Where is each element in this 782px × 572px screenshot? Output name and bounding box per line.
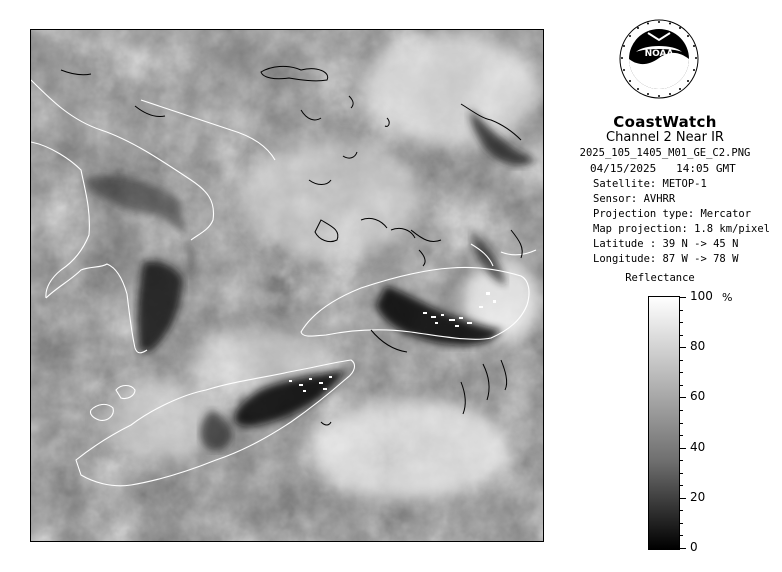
colorbar-minor-tick [680,435,683,436]
colorbar-tick-label: 20 [690,490,706,504]
colorbar-tick-label: 0 [690,540,698,554]
colorbar-minor-tick [680,322,683,323]
colorbar-tick-label: 100 [690,289,713,303]
acquisition-time: 14:05 GMT [676,162,736,175]
colorbar-minor-tick [680,423,683,424]
colorbar-minor-tick [680,485,683,486]
colorbar-major-tick [680,347,686,348]
noaa-emblem-icon [618,18,700,100]
colorbar-minor-tick [680,372,683,373]
svg-text:NOAA: NOAA [644,49,674,59]
colorbar-label: Reflectance [625,272,695,284]
colorbar-minor-tick [680,310,683,311]
colorbar-major-tick [680,397,686,398]
colorbar-major-tick [680,297,686,298]
colorbar-minor-tick [680,523,683,524]
meta-latitude: Latitude : 39 N -> 45 N [593,238,739,250]
colorbar-minor-tick [680,535,683,536]
colorbar-minor-tick [680,460,683,461]
colorbar-major-tick [680,448,686,449]
channel-subtitle: Channel 2 Near IR [606,130,724,145]
satellite-map[interactable] [30,29,544,542]
meta-sensor: Sensor: AVHRR [593,193,676,205]
reflectance-colorbar [648,296,680,550]
colorbar-minor-tick [680,335,683,336]
colorbar-minor-tick [680,385,683,386]
noaa-logo [618,18,700,100]
colorbar-minor-tick [680,360,683,361]
map-canvas [31,30,543,541]
image-filename: 2025_105_1405_M01_GE_C2.PNG [579,147,751,159]
product-title: CoastWatch [613,113,717,131]
colorbar-minor-tick [680,510,683,511]
acquisition-datetime [590,162,750,175]
colorbar-unit: % [722,291,733,304]
colorbar-tick-label: 40 [690,440,706,454]
meta-longitude: Longitude: 87 W -> 78 W [593,253,739,265]
acquisition-date: 04/15/2025 [590,162,657,175]
colorbar-major-tick [680,548,686,549]
colorbar-minor-tick [680,410,683,411]
colorbar-tick-label: 60 [690,389,706,403]
meta-satellite: Satellite: METOP-1 [593,178,707,190]
meta-map-projection: Map projection: 1.8 km/pixel [593,223,771,235]
colorbar-tick-label: 80 [690,339,706,353]
meta-projection-type: Projection type: Mercator [593,208,752,220]
colorbar-major-tick [680,498,686,499]
colorbar-minor-tick [680,473,683,474]
